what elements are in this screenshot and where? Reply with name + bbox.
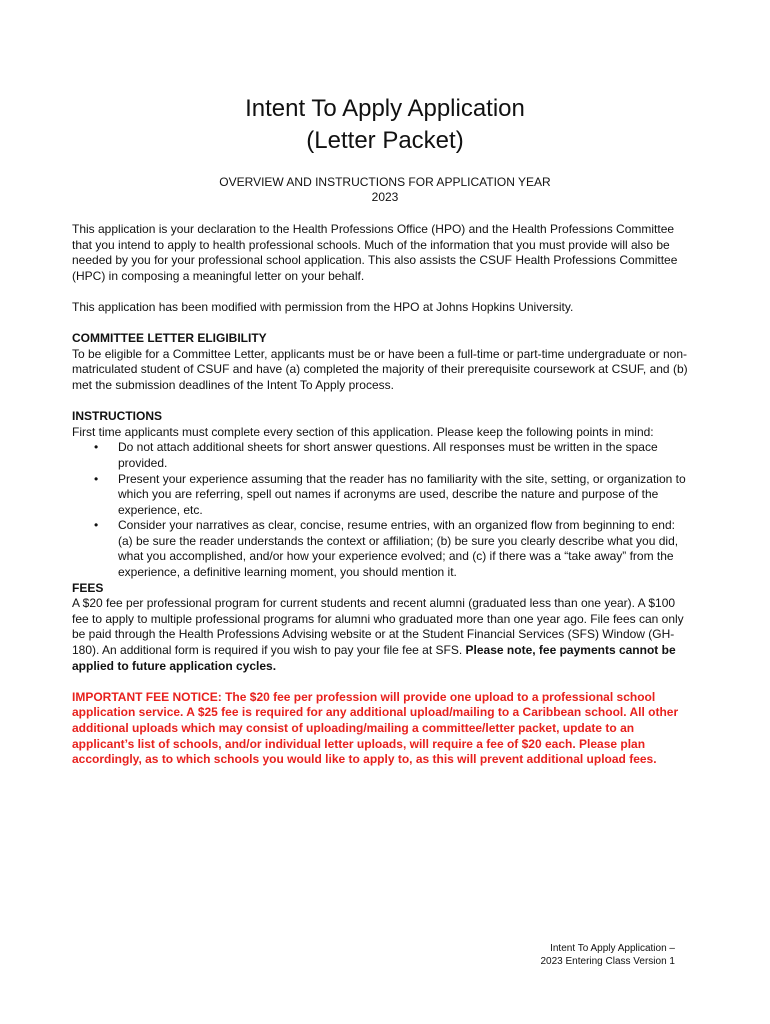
instructions-list — [72, 440, 690, 580]
list-item-text: Present your experience assuming that the reader has no familiarity with the site, setting, or organization to which you are referring, spell out names if acronyms are used, describe the nature and purpose of the experience, etc. — [118, 471, 686, 517]
subtitle-line-2: 2023 — [371, 190, 399, 204]
title-line-2: (Letter Packet) — [306, 127, 464, 154]
fee-notice: IMPORTANT FEE NOTICE: The $20 fee per profession will provide one upload to a professional school application service. A $25 fee is required for any additional upload/mailing to a Caribbean school. All other additional uploads which may consist of uploading/mailing a committee/letter packet, update to an applicant’s list of schools, and/or individual letter uploads, will require a fee of $20 each. Please plan accordingly, as to which schools you would like to apply to, as this will prevent additional upload fees. — [72, 689, 679, 767]
intro-paragraph-1: This application is your declaration to the Health Professions Office (HPO) and the Health Professions Committee that you intend to apply to health professional schools. Much of the information that you must provide will also be needed by you for your professional school application. This also assists the CSUF Health Professions Committee (HPC) in composing a meaningful letter on your behalf. — [72, 222, 678, 283]
instructions-heading: INSTRUCTIONS — [72, 409, 162, 424]
instructions-intro: First time applicants must complete every section of this application. Please keep the following points in mind: — [72, 424, 654, 439]
list-item-text: Consider your narratives as clear, concise, resume entries, with an organized flow from beginning to end: (a) be sure the reader understands the context or affiliation; (b) be sure you clearly describe what you did, what you accomplished, and/or how your experience evolved; and (c) if there was a “take away” from the experience, a definitive learning moment, you should mention it. — [118, 518, 679, 580]
fees-bold-note: Please note, fee payments cannot be applied to future application cycles. — [72, 643, 676, 673]
list-item-text: Do not attach additional sheets for short answer questions. All responses must be written in the space provided. — [118, 440, 658, 470]
fees-heading: FEES — [72, 580, 104, 595]
document-body — [72, 222, 690, 768]
subtitle-line-1: OVERVIEW AND INSTRUCTIONS FOR APPLICATION YEAR — [219, 175, 551, 189]
title-line-1: Intent To Apply Application — [245, 95, 525, 122]
eligibility-heading: COMMITTEE LETTER ELIGIBILITY — [72, 331, 267, 346]
page-footer — [540, 942, 675, 968]
document-title — [0, 93, 770, 157]
intro-paragraph-2: This application has been modified with permission from the HPO at Johns Hopkins University. — [72, 299, 574, 314]
list-item — [94, 440, 690, 471]
fees-section — [72, 581, 690, 675]
document-subtitle — [0, 175, 770, 205]
fees-text — [72, 596, 690, 674]
footer-line-1: Intent To Apply Application – — [550, 943, 675, 954]
list-item — [94, 471, 690, 519]
eligibility-section — [72, 331, 690, 393]
bullet-icon: • — [94, 440, 99, 455]
footer-line-2: 2023 Entering Class Version 1 — [540, 956, 675, 967]
instructions-section — [72, 409, 690, 581]
bullet-icon: • — [94, 471, 99, 486]
fees-body: A $20 fee per professional program for current students and recent alumni (graduated less than one year). A $100 fee to apply to multiple professional programs for alumni who graduated more than one year ago. File fees can only be paid through the Health Professions Advising website or at the Student Financial Services (SFS) Window (GH-180). An additional form is required if you wish to pay your file fee at SFS. — [72, 596, 684, 658]
eligibility-text: To be eligible for a Committee Letter, applicants must be or have been a full-time or part-time undergraduate or non-matriculated student of CSUF and have (a) completed the majority of their prerequisite coursework at CSUF, and (b) met the submission deadlines of the Intent To Apply process. — [72, 346, 688, 392]
bullet-icon: • — [94, 518, 99, 533]
list-item — [94, 518, 690, 580]
